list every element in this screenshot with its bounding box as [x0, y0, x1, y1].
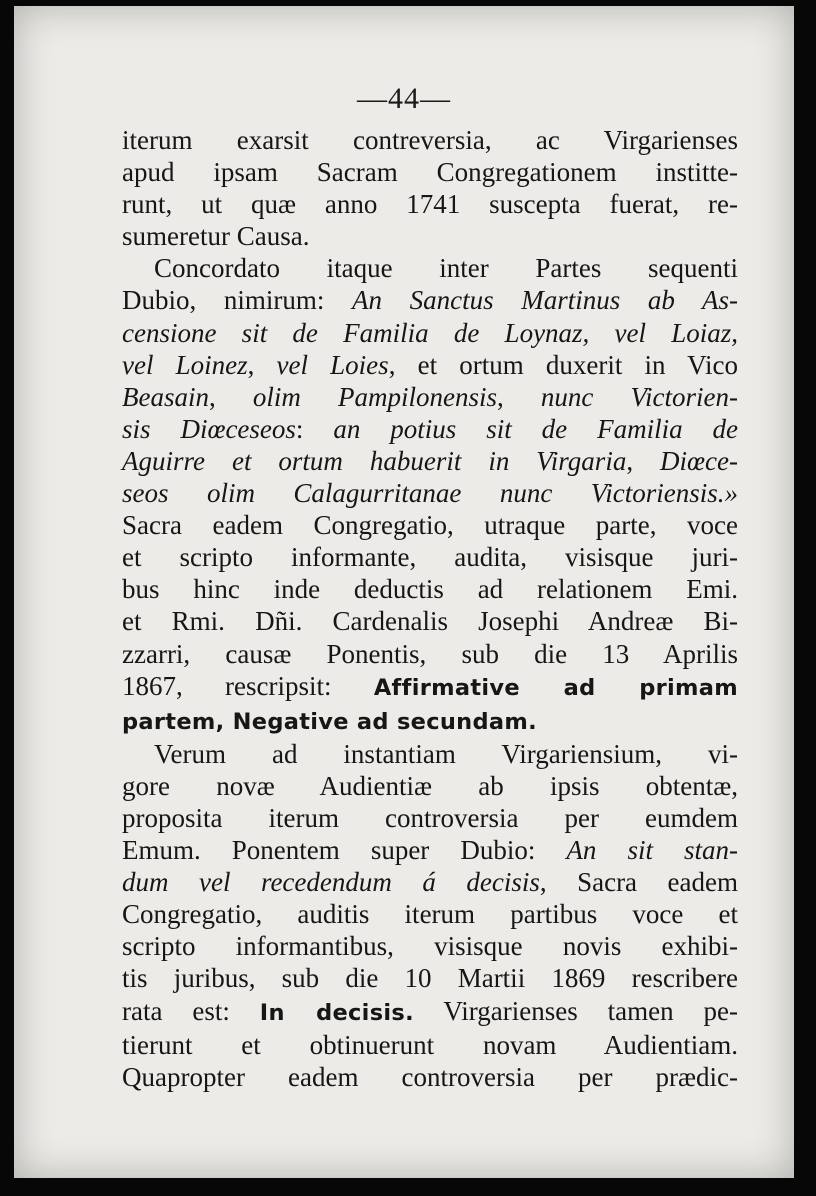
- text-line: Verum ad instantiam Virgariensium, vi-: [154, 738, 738, 769]
- text-line: Dubio, nimirum: An Sanctus Martinus ab As-: [122, 285, 738, 316]
- text-line: seos olim Calagurritanae nunc Victoriensis.»: [122, 478, 738, 509]
- text-line: gore novæ Audientiæ ab ipsis obtentæ,: [122, 770, 738, 801]
- text-line: Quapropter eadem controversia per prædic-: [122, 1061, 738, 1092]
- text-line: Congregatio, auditis iterum partibus voce et: [122, 899, 738, 930]
- text-line: tis juribus, sub die 10 Martii 1869 rescribere: [122, 963, 738, 994]
- page-text: [122, 124, 738, 1093]
- text-line: tierunt et obtinuerunt novam Audientiam.: [122, 1029, 738, 1060]
- text-line: dum vel recedendum á decisis, Sacra eadem: [122, 867, 738, 898]
- text-line: 1867, rescripsit: Affirmative ad primam: [122, 670, 738, 701]
- text-line: Concordato itaque inter Partes sequenti: [154, 253, 738, 284]
- text-line: Beasain, olim Pampilonensis, nunc Victorien-: [122, 381, 739, 412]
- book-page: [14, 6, 794, 1178]
- text-line: proposita iterum controversia per eumdem: [122, 802, 738, 833]
- text-line: rata est: In decisis. Virgarienses tamen pe-: [122, 995, 738, 1026]
- text-line: vel Loinez, vel Loies, et ortum duxerit in Vico: [122, 349, 739, 380]
- text-line: sumeretur Causa.: [122, 221, 310, 252]
- page-number: —44—: [357, 82, 451, 115]
- text-line: Aguirre et ortum habuerit in Virgaria, Diœce-: [122, 445, 739, 476]
- text-line: censione sit de Familia de Loynaz, vel Loiaz,: [122, 317, 738, 348]
- text-line: scripto informantibus, visisque novis exhibi-: [122, 931, 738, 962]
- text-line: apud ipsam Sacram Congregationem institte-: [122, 157, 738, 188]
- text-line: bus hinc inde deductis ad relationem Emi.: [122, 574, 738, 605]
- text-line: et scripto informante, audita, visisque juri-: [122, 542, 738, 573]
- text-line: sis Diœceseos: an potius sit de Familia de: [122, 413, 738, 444]
- text-line: et Rmi. Dñi. Cardenalis Josephi Andreæ Bi-: [122, 606, 738, 637]
- text-line: partem, Negative ad secundam.: [122, 708, 537, 735]
- text-line: iterum exarsit contreversia, ac Virgarienses: [122, 125, 738, 155]
- text-line: zzarri, causæ Ponentis, sub die 13 Aprilis: [122, 638, 738, 669]
- text-line: runt, ut quæ anno 1741 suscepta fuerat, re-: [122, 189, 738, 220]
- text-line: Emum. Ponentem super Dubio: An sit stan-: [122, 835, 738, 866]
- text-line: Sacra eadem Congregatio, utraque parte, voce: [122, 510, 738, 541]
